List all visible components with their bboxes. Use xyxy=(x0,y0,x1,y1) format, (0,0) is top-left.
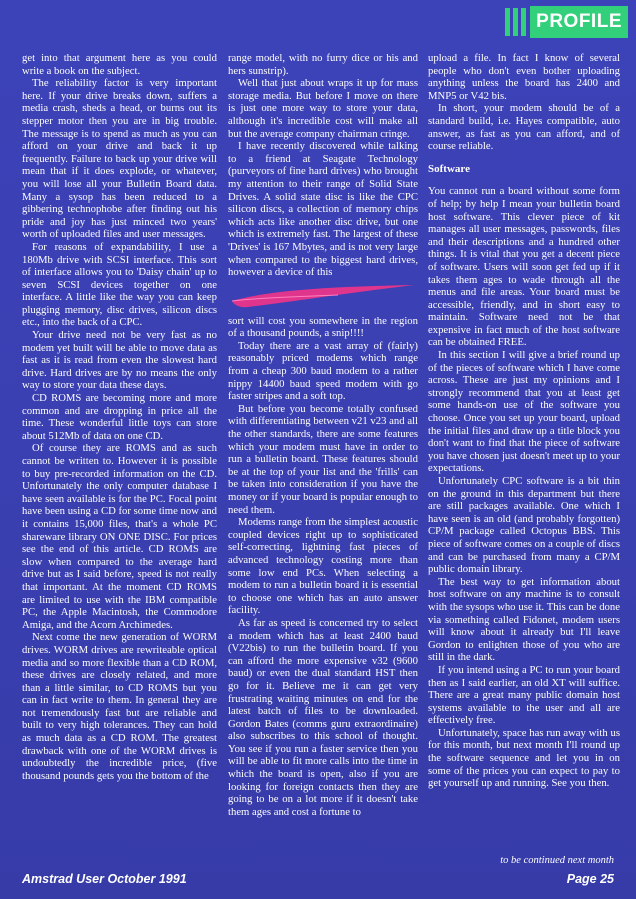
paragraph: But before you become totally confused with differentiating between v21 v23 and all the other standards, there are some features which your modem must have in order to run a bulletin board. These features should be at the top of your list and the 'frills' can be taken into consideration if you have the money or if your board is popular enough to need them. xyxy=(228,402,418,516)
paragraph: In this section I will give a brief round up of the pieces of software which I have come across. These are just my opinions and I strongly recommend that you at least get some hands-on use of the software you choose. Once you set up your board, upload the initial files and draw up a title block you don't want to find that the piece of software you have chosen just doesn't meet up to your expectations. xyxy=(428,349,620,475)
paragraph: get into that argument here as you could write a book on the subject. xyxy=(22,52,217,77)
page-footer xyxy=(0,872,636,894)
footer-page-number: Page 25 xyxy=(566,872,614,886)
paragraph: Unfortunately CPC software is a bit thin on the ground in this department but there are still packages available. One which I have seen is an old (and probably forgotten) CP/M package called Octopus BBS. This piece of software comes on a couple of discs and can be purchased from many a CP/M public domain library. xyxy=(428,475,620,576)
article-column-3 xyxy=(428,52,620,790)
paragraph: You cannot run a board without some form of help; by help I mean your bulletin board host software. This clever piece of kit manages all user messages, passwords, files and their descriptions and a hundred other things. It is vital that you get a decent piece of software. Users will soon get fed up if it takes them ages to wade through all the menus and file areas. Your board must be accessible, friendly, and in short easy to maintain. Software need not be that expensive in fact much of the host software can be obtained FREE. xyxy=(428,185,620,349)
section-tab xyxy=(510,6,628,38)
pink-swoosh-divider xyxy=(228,283,418,309)
paragraph: The reliability factor is very important here. If your drive breaks down, suffers a media crash, sheds a head, or burns out its stepper motor then you are in big trouble. The message is to spend as much as you can afford on your drive and back it up frequently. Failure to back up your drive will mean that if it does explode, or whatever, you will lose all your Bulletin Board data. Many a sysop has been reduced to a gibbering technophobe after finding out his pride and joy has just minced two years' worth of uploaded files and user messages. xyxy=(22,77,217,241)
paragraph: I have recently discovered while talking to a friend at Seagate Technology (purveyors of fine hard drives) who brought my attention to their range of Solid State Drives. A solid state disc is like the CPC silicon discs, a collection of memory chips which acts like another disc drive, but one which is extremely fast. The largest of these 'Drives' is 167 Mbytes, and is not very large when compared to the biggest hard drives, however a device of this xyxy=(228,140,418,279)
paragraph: As far as speed is concerned try to select a modem which has at least 2400 baud (V22bis) to run the bulletin board. If you can afford the more expensive v32 (9600 baud) or even the dual standard HST then go for it. Believe me it can get very frustrating waiting minutes on end for the latest batch of files to be downloaded. Gordon Bates (comms guru extraordinaire) also subscribes to this school of thought. You see if you run a faster service then you will be able to fit more calls into the time in which the board is open, also if you are looking for foreign contacts then they are going to be on a lot more if it doesn't take them ages and cost a fortune to xyxy=(228,616,418,818)
article-column-2 xyxy=(228,52,418,818)
footer-magazine-issue: Amstrad User October 1991 xyxy=(22,872,187,886)
paragraph: Next come the new generation of WORM drives. WORM drives are rewriteable optical media and so more flexible than a CD ROM, these drives are closely related, and more than a little similar, to CD ROMS but you can in fact write to them. In general they are not tremendously fast but are reliable and built to very high tolerances. They can hold as much data as a CD ROM. The greatest drawback with one of the WORM drives is undoubtedly the incredible price, (five thousand pounds gets you the bottom of the xyxy=(22,631,217,782)
paragraph: Your drive need not be very fast as no modem yet built will be able to move data as fast as it is read from even the slowest hard drive. Hard drives are by no means the only way to store your data these days. xyxy=(22,329,217,392)
section-label: PROFILE xyxy=(530,6,628,38)
paragraph: upload a file. In fact I know of several people who don't even bother uploading anything unless the board has 2400 and MNP5 or V42 bis. xyxy=(428,52,620,102)
article-column-1 xyxy=(22,52,217,782)
paragraph: If you intend using a PC to run your board then as I said earlier, an old XT will suffice. There are a great many public domain host systems available to the user and all are effectively free. xyxy=(428,663,620,727)
paragraph: In short, your modem should be of a standard build, i.e. Hayes compatible, auto answer, as fast as you can afford, and of course reliable. xyxy=(428,102,620,153)
paragraph: Unfortunately, space has run away with us for this month, but next month I'll round up the software sequence and let you in on some of the prices you can expect to pay to get yourself up and running. See you then. xyxy=(428,726,620,790)
paragraph: range model, with no furry dice or his and hers sunstrip). xyxy=(228,52,418,77)
paragraph: For reasons of expandability, I use a 180Mb drive with SCSI interface. This sort of interface allows you to 'Daisy chain' up to seven SCSI devices together on one interface. A little like the way you can keep plugging memory, disc drives, silicon discs etc., into the back of a CPC. xyxy=(22,240,217,329)
paragraph: CD ROMS are becoming more and more common and are dropping in price all the time. These wonderful little toys can store about 512Mb of data on one CD. xyxy=(22,392,217,442)
continued-note: to be continued next month xyxy=(500,855,614,866)
paragraph: Today there are a vast array of (fairly) reasonably priced modems which range from a cheap 300 baud modem to a rather nippy 14400 baud speed modem with go faster stripes and a soft top. xyxy=(228,339,418,403)
paragraph: sort will cost you somewhere in the region of a thousand pounds, a snip!!!! xyxy=(228,314,418,340)
paragraph: Well that just about wraps it up for mass storage media. But before I move on there is just one more way to store your data, although it's incredible cost will make all but the average company chairman cringe. xyxy=(228,77,418,140)
tab-stripes xyxy=(505,8,526,36)
paragraph: Modems range from the simplest acoustic coupled devices right up to sophisticated self-correcting, lightning fast pieces of advanced technology costing more than some low end PCs. When selecting a modem to run a bulletin board it is essential to choose one which has an auto answer facility. xyxy=(228,516,418,617)
section-heading-software: Software xyxy=(428,162,470,175)
paragraph: Of course they are ROMS and as such cannot be written to. However it is possible to buy pre-recorded information on the CD. Unfortunately the only computer database I have seen available is for the PC. Focal point have been using a CD for some time now and it contains 15,000 files, that's a whole PC shareware library ON ONE DISC. For prices see the end of this article. CD ROMS are slow when compared to the average hard drive but as I said before, speed is not really that important. At the moment CD ROMS are limited to use with the IBM compatible PC, the Apple Macintosh, the Commodore Amiga, and the Acorn Archimedes. xyxy=(22,442,217,631)
paragraph: The best way to get information about host software on any machine is to consult with the sysops who use it. This can be done via something called Fidonet, modem users will know about it already but I'll leave Gordon to enlighten those of you who are still in the dark. xyxy=(428,575,620,664)
